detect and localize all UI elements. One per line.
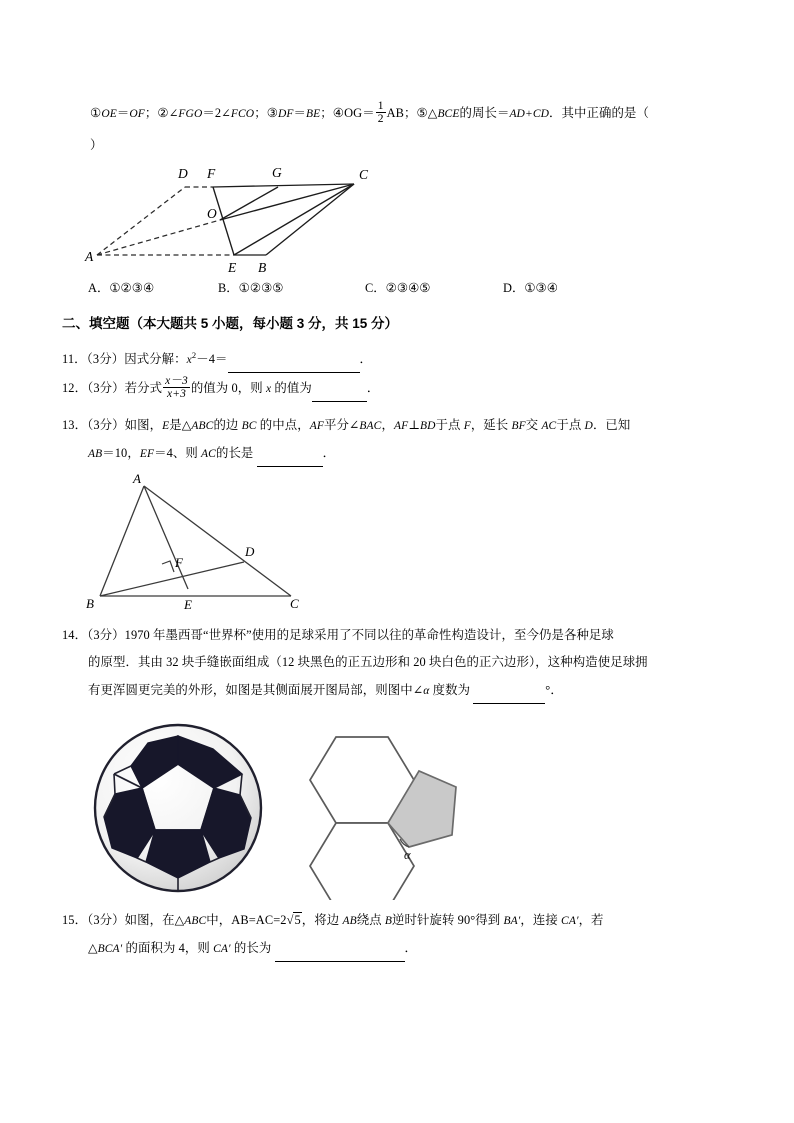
q12-var-x: x bbox=[265, 382, 272, 395]
q15-l1b: 中，AB=AC=2 bbox=[206, 913, 287, 927]
label-E: E bbox=[228, 260, 237, 275]
option-C-value: ②③④⑤ bbox=[385, 281, 431, 295]
q15-seg-CA1-2: CA′ bbox=[213, 943, 231, 955]
q12-answer-blank[interactable] bbox=[312, 387, 367, 402]
label-A: A bbox=[133, 472, 141, 486]
stmt-3-marker: ③ bbox=[266, 105, 279, 120]
edge-B-C bbox=[266, 184, 354, 255]
q15-radicand: 5 bbox=[294, 913, 301, 927]
q13-l2c: 的长是 bbox=[215, 446, 254, 460]
edge-F-C bbox=[213, 184, 354, 187]
option-C-label: C． bbox=[365, 281, 386, 295]
option-D-value: ①③④ bbox=[524, 281, 558, 295]
label-A: A bbox=[85, 249, 94, 264]
stmt-1-eq: ＝ bbox=[116, 105, 130, 120]
label-C: C bbox=[290, 596, 299, 611]
q13-angle-BAC: BAC bbox=[359, 420, 382, 432]
label-D: D bbox=[245, 544, 255, 559]
soccer-ball-image bbox=[88, 722, 268, 897]
q13-seg-AF-2: AF bbox=[393, 420, 409, 432]
q12-text-before: 若分式 bbox=[124, 380, 163, 395]
q12-text-after: 的值为 bbox=[271, 380, 312, 395]
stmt-5-bce: BCE bbox=[437, 107, 460, 120]
q15-seg-AB: AB bbox=[342, 915, 357, 927]
q13-t6: ， bbox=[381, 418, 394, 432]
q14-l2: 的原型．其由 32 块手缝嵌面组成（12 块黑色的正五边形和 20 块白色的正六边形），这种构造使足球拥 bbox=[88, 655, 648, 669]
q13-t7: 于点 bbox=[435, 418, 464, 432]
stmt-4-og: OG＝ bbox=[344, 105, 375, 120]
one-half-fraction bbox=[376, 100, 386, 125]
stmt-1-marker: ① bbox=[90, 105, 102, 120]
q13-seg-BC: BC bbox=[241, 420, 257, 432]
q15-triangle-symbol: △ bbox=[88, 941, 98, 955]
stmt-5-adcd: AD+CD bbox=[509, 107, 550, 120]
q13-t4: 的中点， bbox=[256, 418, 310, 432]
question10-options bbox=[88, 278, 708, 298]
q13-perp: ⊥ bbox=[408, 418, 420, 432]
edge-A-O bbox=[97, 220, 220, 255]
option-B[interactable] bbox=[218, 278, 283, 296]
right-angle-mark bbox=[162, 561, 174, 572]
q12-fraction-numerator: x－3 bbox=[165, 375, 188, 387]
q13-seg-AF: AF bbox=[309, 420, 324, 432]
semi-4: ； bbox=[403, 105, 417, 120]
q13-pt-D: D bbox=[584, 420, 593, 432]
label-E: E bbox=[184, 597, 192, 612]
question-14-line-2 bbox=[88, 650, 768, 675]
q15-period: ． bbox=[404, 941, 418, 955]
stmt-2-angle2: ∠FCO bbox=[221, 107, 255, 120]
q15-points: （3分） bbox=[87, 913, 125, 927]
q13-t2: 是△ bbox=[169, 418, 192, 432]
stmt-2-eq: ＝2 bbox=[202, 105, 222, 120]
question-12 bbox=[62, 375, 722, 402]
q11-period: ． bbox=[359, 352, 373, 367]
label-F: F bbox=[207, 166, 216, 181]
stmt-tail: ．其中正确的是（ bbox=[549, 105, 649, 120]
q13-period: ． bbox=[322, 446, 336, 460]
stmt-3-be: BE bbox=[306, 107, 321, 120]
semi-3: ； bbox=[320, 105, 333, 120]
option-C[interactable] bbox=[365, 278, 430, 296]
stmt-1-of: OF bbox=[129, 107, 145, 120]
q13-l2a: ＝10， bbox=[102, 446, 140, 460]
edge-A-E bbox=[144, 486, 188, 589]
q13-t1: 如图， bbox=[124, 418, 163, 432]
q13-t5: 平分∠ bbox=[323, 418, 360, 432]
edge-E-C bbox=[234, 184, 354, 255]
q15-number: 15． bbox=[62, 913, 88, 927]
label-F: F bbox=[175, 555, 183, 570]
stmt-4-marker: ④ bbox=[332, 105, 345, 120]
q11-exponent: 2 bbox=[191, 350, 197, 360]
section-2-heading bbox=[62, 312, 398, 332]
q15-tri-BCA1: BCA′ bbox=[97, 943, 123, 955]
triangle-symbol: △ bbox=[427, 105, 438, 120]
triangle-figure bbox=[84, 472, 344, 617]
parallelogram-figure bbox=[82, 162, 382, 277]
q15-answer-blank[interactable] bbox=[275, 947, 405, 962]
stmt-3-eq: ＝ bbox=[293, 105, 307, 120]
q14-alpha: α bbox=[423, 685, 430, 697]
q11-var-x: x bbox=[186, 354, 192, 367]
q15-l1f: ，连接 bbox=[520, 913, 562, 927]
q13-AB: AB bbox=[88, 448, 103, 460]
label-O: O bbox=[207, 206, 217, 221]
stmt-3-df: DF bbox=[278, 107, 294, 120]
q15-l1c: ，将边 bbox=[301, 913, 343, 927]
q15-l1d: 绕点 bbox=[356, 913, 385, 927]
q13-seg-AC: AC bbox=[541, 420, 557, 432]
stmt-2-marker: ② bbox=[157, 105, 169, 120]
option-A[interactable] bbox=[88, 278, 154, 296]
label-B: B bbox=[258, 260, 267, 275]
q15-seg-BA1: BA′ bbox=[503, 915, 521, 927]
fraction-denominator: 2 bbox=[377, 113, 384, 126]
question-13-line-1 bbox=[62, 413, 742, 439]
q13-AC2: AC bbox=[201, 448, 216, 460]
edge-O-G bbox=[220, 187, 278, 220]
q13-l2b: ＝4、则 bbox=[154, 446, 202, 460]
label-C: C bbox=[359, 167, 369, 182]
q13-t3: 的边 bbox=[213, 418, 242, 432]
q12-number: 12． bbox=[62, 380, 88, 395]
q13-t8: ，延长 bbox=[470, 418, 512, 432]
question-13-line-2 bbox=[88, 441, 748, 467]
q13-t11: ．已知 bbox=[592, 418, 631, 432]
q15-l2a: 的面积为 4，则 bbox=[122, 941, 214, 955]
q13-seg-BF: BF bbox=[511, 420, 526, 432]
stmt-4-ab: AB bbox=[386, 105, 404, 120]
q13-pt-F: F bbox=[463, 420, 471, 432]
option-A-label: A． bbox=[88, 281, 110, 295]
q13-t10: 于点 bbox=[556, 418, 585, 432]
q12-fraction bbox=[163, 375, 190, 400]
q14-l3b: 度数为 bbox=[429, 683, 471, 697]
label-B: B bbox=[86, 596, 94, 611]
q14-degree: °． bbox=[545, 683, 563, 697]
semi-2: ； bbox=[254, 105, 267, 120]
q15-l1e: 逆时针旋转 90°得到 bbox=[392, 913, 504, 927]
q12-text-mid: 的值为 0，则 bbox=[190, 380, 266, 395]
edge-A-B bbox=[100, 486, 144, 596]
q13-t9: 交 bbox=[525, 418, 542, 432]
question10-close-paren bbox=[90, 133, 103, 158]
q14-number: 14． bbox=[62, 628, 88, 642]
label-G: G bbox=[272, 165, 282, 180]
alpha-label: α bbox=[404, 848, 411, 862]
question-11 bbox=[62, 343, 722, 373]
stmt-5-perimeter: 的周长＝ bbox=[459, 105, 510, 120]
q15-pt-B: B bbox=[384, 915, 393, 927]
question-15-line-1 bbox=[62, 908, 752, 934]
q13-EF: EF bbox=[139, 448, 155, 460]
option-B-label: B． bbox=[218, 281, 239, 295]
option-D[interactable] bbox=[503, 278, 558, 296]
edge-A-C bbox=[144, 486, 291, 596]
question-14-line-1 bbox=[62, 623, 752, 648]
q14-l3a: 有更浑圆更完美的外形，如图是其侧面展开图局部，则图中∠ bbox=[88, 683, 424, 697]
stmt-1-oe: OE bbox=[101, 107, 117, 120]
stmt-5-marker: ⑤ bbox=[416, 105, 428, 120]
q13-number: 13． bbox=[62, 418, 88, 432]
option-D-label: D． bbox=[503, 281, 525, 295]
q12-points: （3分） bbox=[87, 380, 125, 395]
q11-answer-blank[interactable] bbox=[228, 358, 360, 373]
q14-points: （3分） bbox=[87, 628, 125, 642]
q14-answer-blank[interactable] bbox=[473, 689, 545, 704]
q12-period: ． bbox=[366, 380, 380, 395]
q15-l2b: 的长为 bbox=[230, 941, 272, 955]
q15-l1a: 如图，在△ bbox=[124, 913, 185, 927]
q11-expr-rest: －4＝ bbox=[196, 352, 228, 367]
question-15-line-2 bbox=[88, 936, 768, 962]
hexagon-pentagon-tiling bbox=[296, 725, 461, 900]
q15-sqrt-sign: √ bbox=[286, 913, 294, 927]
q11-points: （3分） bbox=[86, 352, 125, 367]
semi-1: ； bbox=[144, 105, 158, 120]
q15-seg-CA1: CA′ bbox=[561, 915, 579, 927]
q11-text: 因式分解： bbox=[124, 352, 187, 367]
option-A-value: ①②③④ bbox=[109, 281, 155, 295]
option-B-value: ①②③⑤ bbox=[238, 281, 284, 295]
close-paren-text: ） bbox=[90, 138, 103, 152]
q13-tri-ABC: ABC bbox=[191, 420, 214, 432]
q13-pt-E: E bbox=[162, 420, 170, 432]
q11-number: 11． bbox=[62, 352, 87, 367]
q12-fraction-denominator: x+3 bbox=[163, 387, 190, 400]
q15-tri-ABC: ABC bbox=[184, 915, 207, 927]
q13-seg-BD: BD bbox=[419, 420, 436, 432]
label-D: D bbox=[178, 166, 188, 181]
q15-l1g: ，若 bbox=[578, 913, 604, 927]
question-14-line-3 bbox=[88, 678, 768, 704]
edge-O-C bbox=[220, 184, 354, 220]
section-2-heading-text: 二、填空题（本大题共 5 小题，每小题 3 分，共 15 分） bbox=[62, 316, 399, 331]
fraction-numerator: 1 bbox=[377, 100, 384, 112]
stmt-2-angle1: ∠FGO bbox=[168, 107, 203, 120]
q14-l1: 1970 年墨西哥“世界杯”使用的足球采用了不同以往的革命性构造设计，至今仍是各种足球 bbox=[124, 628, 614, 642]
q13-points: （3分） bbox=[87, 418, 125, 432]
edge-A-D bbox=[97, 187, 185, 255]
q13-answer-blank[interactable] bbox=[257, 452, 323, 467]
question10-statements bbox=[90, 100, 710, 127]
